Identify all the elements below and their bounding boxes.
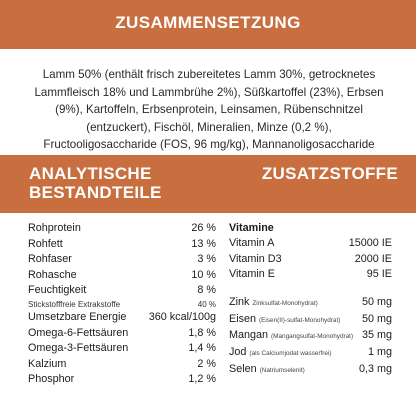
vitamin-value: 15000 IE <box>348 237 392 249</box>
analytic-value: 26 % <box>191 222 216 234</box>
vitamin-row <box>229 253 392 269</box>
analytic-value: 360 kcal/100g <box>148 310 216 323</box>
analytic-value: 2 % <box>197 357 216 370</box>
additives-title: ZUSATZSTOFFE <box>261 164 398 183</box>
mineral-label: Eisen <box>229 312 257 325</box>
mineral-label: Selen <box>229 362 257 375</box>
mineral-label: Zink <box>229 295 250 308</box>
analytic-label: Phosphor <box>28 373 75 386</box>
analytic-constituents-title: ANALYTISCHE BESTANDTEILE <box>29 164 162 202</box>
composition-title: ZUSAMMENSETZUNG <box>115 13 301 32</box>
mineral-compound: (Natriumselenit) <box>259 366 305 374</box>
analytic-label: Rohasche <box>28 268 77 281</box>
analytic-row <box>28 373 216 389</box>
analytic-label: Umsetzbare Energie <box>28 310 127 323</box>
vitamin-value: 2000 IE <box>354 252 392 265</box>
analytic-label: Omega-6-Fettsäuren <box>28 326 129 339</box>
analytic-value: 40 % <box>197 299 216 309</box>
mineral-value: 50 mg <box>361 312 392 325</box>
composition-header-band <box>0 0 416 49</box>
analytic-value: 1,8 % <box>188 326 216 339</box>
analytic-row <box>28 300 216 311</box>
mineral-value: 0,3 mg <box>358 362 392 375</box>
mineral-compound: (Mangangsulfat-Monohydrat) <box>271 333 354 341</box>
vitamin-label: Vitamin D3 <box>229 252 282 265</box>
additives-list <box>229 222 392 380</box>
mineral-row <box>229 363 392 380</box>
analytic-row <box>28 311 216 327</box>
analytic-label: Rohfett <box>28 237 63 250</box>
analytic-value: 1,4 % <box>188 342 216 355</box>
analytic-value: 13 % <box>191 237 216 250</box>
mineral-value: 50 mg <box>361 295 392 308</box>
vitamin-row <box>229 268 392 284</box>
analytic-row <box>28 327 216 343</box>
analysis-header-band <box>0 155 416 213</box>
vitamin-label: Vitamin A <box>229 237 275 249</box>
mineral-label: Jod <box>229 346 247 359</box>
analytic-row <box>28 269 216 285</box>
mineral-row <box>229 346 392 363</box>
analytic-row <box>28 253 216 269</box>
vitamin-row <box>229 237 392 253</box>
mineral-compound: Zinksulfat-Monohydrat) <box>252 299 318 307</box>
vitamins-title: Vitamine <box>229 222 274 234</box>
mineral-row <box>229 296 392 313</box>
analytic-constituents-list <box>28 222 216 389</box>
mineral-compound: (Eisen(II)-sulfat-Monohydrat) <box>259 316 341 324</box>
vitamin-value: 95 IE <box>366 268 392 281</box>
mineral-value: 35 mg <box>361 329 392 342</box>
analytic-row <box>28 342 216 358</box>
analytic-row <box>28 358 216 374</box>
analytic-label: Kalzium <box>28 357 67 370</box>
analytic-value: 3 % <box>197 253 216 266</box>
mineral-row <box>229 329 392 346</box>
analytic-label: Rohfaser <box>28 253 72 266</box>
mineral-row <box>229 313 392 330</box>
analytic-label: Feuchtigkeit <box>28 284 87 297</box>
analytic-label: Stickstofffreie Extrakstoffe <box>28 299 121 309</box>
analytic-label: Rohprotein <box>28 222 81 234</box>
analytic-label: Omega-3-Fettsäuren <box>28 342 129 355</box>
vitamin-label: Vitamin E <box>229 268 276 281</box>
section-spacer <box>229 284 392 296</box>
mineral-compound: (als Calciumjodat wasserfrei) <box>249 350 332 358</box>
analytic-value: 10 % <box>191 268 216 281</box>
analytic-value: 8 % <box>197 284 216 297</box>
mineral-label: Mangan <box>229 329 269 342</box>
analytic-row <box>28 238 216 254</box>
analytic-value: 1,2 % <box>188 373 216 386</box>
analytic-row <box>28 222 216 238</box>
analytic-row <box>28 284 216 300</box>
ingredients-text: Lamm 50% (enthält frisch zubereitetes Lamm 30%, getrocknetes Lammfleisch 18% und Lammbrühe 2%), Süßkartoffel (23%), Erbsen (9%), Kartoffeln, Erbsenprotein, Leinsamen, Rübenschnitzel (entzuckert), Fischöl, Mineralien, Minze (0,2 %), Fructooligosaccharide (FOS, 96 mg/kg), Mannanoligosaccharide <box>34 68 384 152</box>
mineral-value: 1 mg <box>367 346 392 359</box>
